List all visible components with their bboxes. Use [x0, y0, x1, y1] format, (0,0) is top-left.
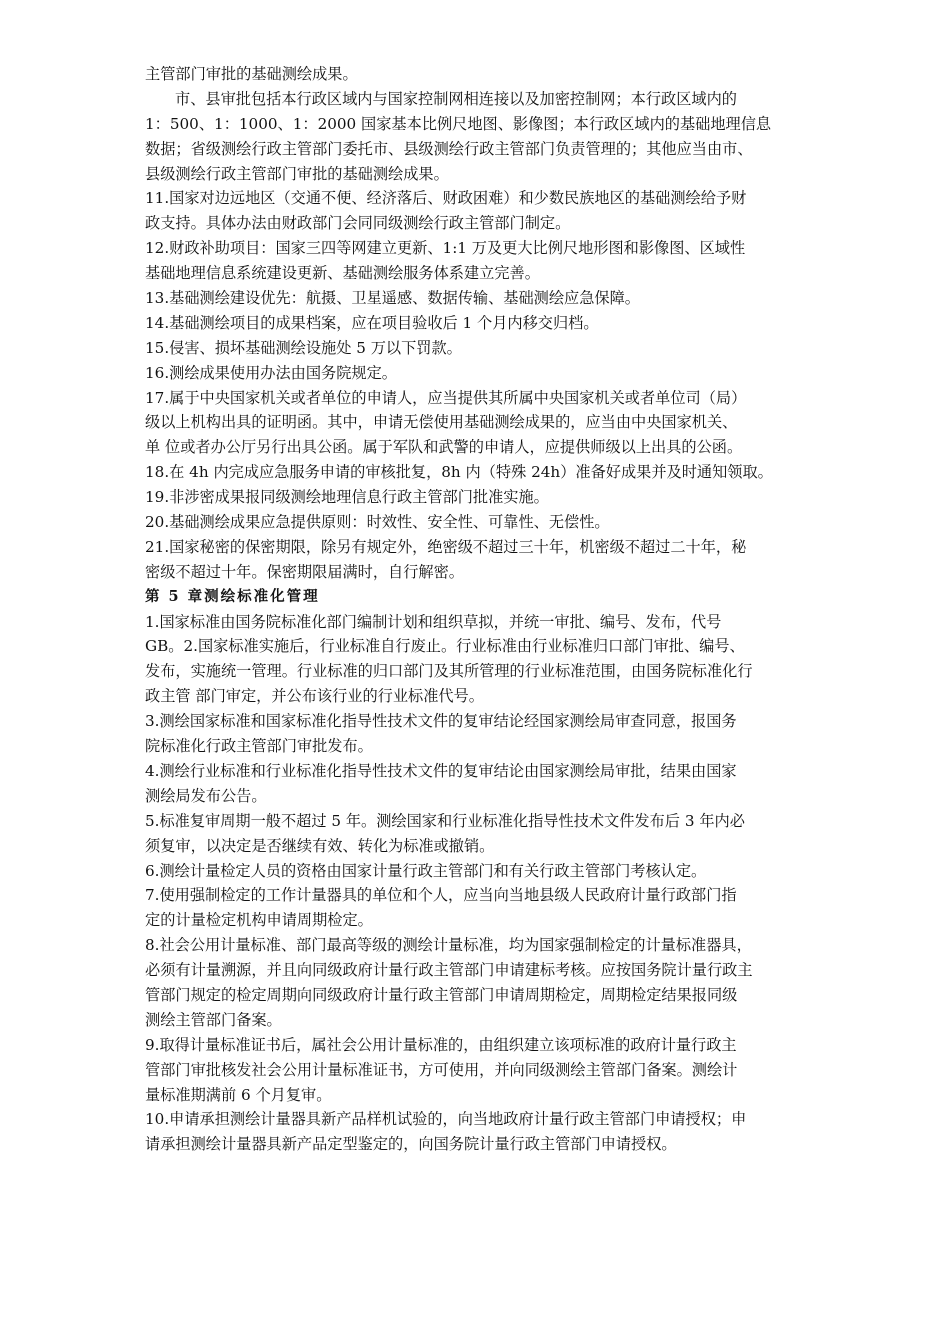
text-line: 定的计量检定机构申请周期检定。: [145, 911, 373, 930]
text-line: 10.申请承担测绘计量器具新产品样机试验的，向当地政府计量行政主管部门申请授权；申: [145, 1110, 747, 1129]
text-line: 测绘局发布公告。: [145, 786, 267, 805]
text-line: 县级测绘行政主管部门审批的基础测绘成果。: [145, 164, 449, 183]
text-line: 政主管 部门审定，并公布该行业的行业标准代号。: [145, 687, 484, 706]
text-line: 管部门规定的检定周期向同级政府计量行政主管部门申请周期检定，周期检定结果报同级: [145, 985, 738, 1004]
text-line: 发布，实施统一管理。行业标准的归口部门及其所管理的行业标准范围，由国务院标准化行: [145, 662, 753, 681]
text-line: 管部门审批核发社会公用计量标准证书，方可使用，并向同级测绘主管部门备案。测绘计: [145, 1060, 738, 1079]
text-line: 21.国家秘密的保密期限，除另有规定外，绝密级不超过三十年，机密级不超过二十年，秘: [145, 537, 747, 556]
document-body: [145, 62, 817, 1157]
text-line: GB。2.国家标准实施后，行业标准自行废止。行业标准由行业标准归口部门审批、编号、: [145, 637, 745, 656]
text-line: 3.测绘国家标准和国家标准化指导性技术文件的复审结论经国家测绘局审查同意，报国务: [145, 712, 737, 731]
text-line: 14.基础测绘项目的成果档案，应在项目验收后 1 个月内移交归档。: [145, 313, 599, 332]
text-line: 4.测绘行业标准和行业标准化指导性技术文件的复审结论由国家测绘局审批，结果由国家: [145, 761, 737, 780]
text-line: 基础地理信息系统建设更新、基础测绘服务体系建立完善。: [145, 264, 540, 283]
text-line: 级以上机构出具的证明函。其中，申请无偿使用基础测绘成果的，应当由中央国家机关、: [145, 413, 738, 432]
text-line: 数据；省级测绘行政主管部门委托市、县级测绘行政主管部门负责管理的；其他应当由市、: [145, 139, 753, 158]
text-line: 5.标准复审周期一般不超过 5 年。测绘国家和行业标准化指导性技术文件发布后 3 年内必: [145, 811, 745, 830]
text-line: 18.在 4h 内完成应急服务申请的审核批复，8h 内（特殊 24h）准备好成果并及时通知领取。: [145, 463, 773, 482]
text-line: 7.使用强制检定的工作计量器具的单位和个人，应当向当地县级人民政府计量行政部门指: [145, 886, 737, 905]
text-line: 11.国家对边远地区（交通不便、经济落后、财政困难）和少数民族地区的基础测绘给予财: [145, 189, 747, 208]
text-line: 13.基础测绘建设优先：航摄、卫星遥感、数据传输、基础测绘应急保障。: [145, 289, 640, 308]
chapter-heading: 第 5 章测绘标准化管理: [145, 587, 320, 605]
text-line: 15.侵害、损坏基础测绘设施处 5 万以下罚款。: [145, 338, 462, 357]
text-line: 主管部门审批的基础测绘成果。: [145, 65, 358, 83]
text-line: 16.测绘成果使用办法由国务院规定。: [145, 363, 397, 382]
text-line: 19.非涉密成果报同级测绘地理信息行政主管部门批准实施。: [145, 488, 549, 507]
text-line: 1：500、1：1000、1：2000 国家基本比例尺地图、影像图；本行政区域内的基础地理信息: [145, 114, 772, 133]
text-line: 9.取得计量标准证书后，属社会公用计量标准的，由组织建立该项标准的政府计量行政主: [145, 1035, 737, 1054]
text-line: 6.测绘计量检定人员的资格由国家计量行政主管部门和有关行政主管部门考核认定。: [145, 861, 707, 880]
text-line: 量标准期满前 6 个月复审。: [145, 1085, 332, 1104]
text-line: 市、县审批包括本行政区域内与国家控制网相连接以及加密控制网；本行政区域内的: [175, 89, 737, 108]
text-line: 1.国家标准由国务院标准化部门编制计划和组织草拟，并统一审批、编号、发布，代号: [145, 612, 722, 631]
text-line: 密级不超过十年。保密期限届满时，自行解密。: [145, 562, 464, 581]
text-line: 请承担测绘计量器具新产品定型鉴定的，向国务院计量行政主管部门申请授权。: [145, 1135, 677, 1154]
text-line: 12.财政补助项目：国家三四等网建立更新、1:1 万及更大比例尺地形图和影像图、区域性: [145, 239, 746, 258]
text-line: 须复审，以决定是否继续有效、转化为标准或撤销。: [145, 836, 495, 855]
text-line: 必须有计量溯源，并且向同级政府计量行政主管部门申请建标考核。应按国务院计量行政主: [145, 961, 753, 980]
text-line: 院标准化行政主管部门审批发布。: [145, 737, 373, 756]
text-line: 17.属于中央国家机关或者单位的申请人，应当提供其所属中央国家机关或者单位司（局）: [145, 388, 747, 407]
text-line: 8.社会公用计量标准、部门最高等级的测绘计量标准，均为国家强制检定的计量标准器具，: [145, 936, 752, 955]
text-line: 单 位或者办公厅另行出具公函。属于军队和武警的申请人，应提供师级以上出具的公函。: [145, 438, 743, 457]
text-line: 20.基础测绘成果应急提供原则：时效性、安全性、可靠性、无偿性。: [145, 513, 610, 532]
text-line: 政支持。具体办法由财政部门会同同级测绘行政主管部门制定。: [145, 214, 571, 233]
text-line: 测绘主管部门备案。: [145, 1010, 282, 1029]
